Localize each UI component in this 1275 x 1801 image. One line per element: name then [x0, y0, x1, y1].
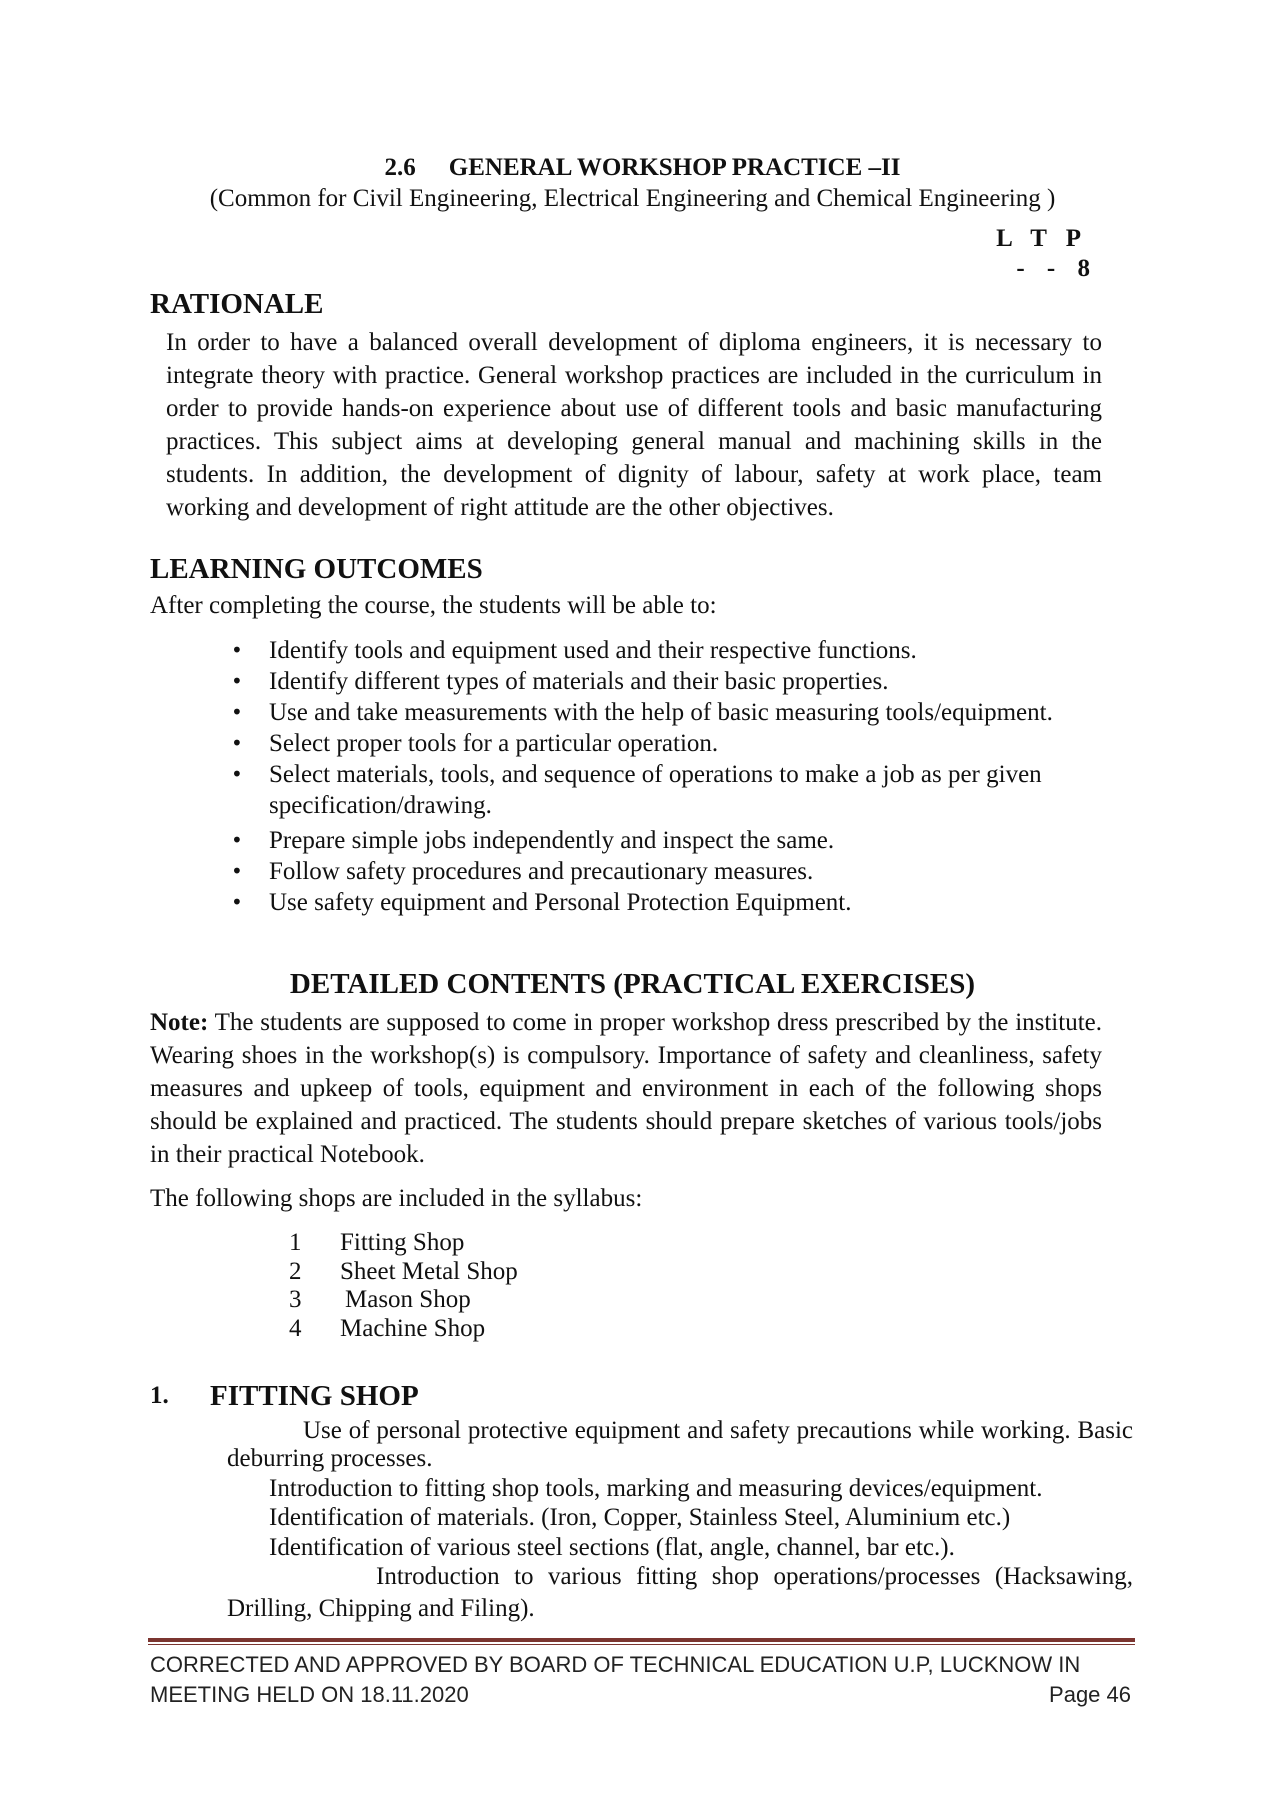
fitting-item-line: Identification of materials. (Iron, Copper, Stainless Steel, Aluminium etc.) — [269, 1504, 1011, 1531]
note-line: measures and upkeep of tools, equipment and environment in each of the following shops — [150, 1075, 1102, 1102]
fitting-item-line: Use of personal protective equipment and safety precautions while working. Basic — [303, 1417, 1133, 1444]
shop-row — [289, 1229, 518, 1258]
footer-meeting-line: MEETING HELD ON 18.11.2020 — [150, 1682, 469, 1707]
shop-number: 1 — [289, 1229, 302, 1256]
shop-name: Sheet Metal Shop — [340, 1257, 518, 1285]
fitting-item-line: Identification of various steel sections (flat, angle, channel, bar etc.). — [269, 1534, 955, 1561]
ltp-values: - - 8 — [1016, 255, 1090, 282]
note-line — [150, 1006, 1102, 1039]
rationale-line: students. In addition, the development of dignity of labour, safety at work place, team — [166, 461, 1102, 488]
fitting-item-line: Introduction to fitting shop tools, marking and measuring devices/equipment. — [269, 1475, 1043, 1502]
shop-number: 4 — [289, 1314, 302, 1342]
page-number: Page 46 — [1049, 1682, 1131, 1707]
note-paragraph — [150, 1006, 1102, 1171]
list-item: • Use safety equipment and Personal Protection Equipment. — [269, 887, 1104, 918]
list-item: • Select proper tools for a particular operation. — [269, 728, 1104, 759]
learning-outcomes-heading: LEARNING OUTCOMES — [150, 553, 483, 585]
list-item: • Prepare simple jobs independently and inspect the same. — [269, 825, 1104, 856]
fitting-item-line: Drilling, Chipping and Filing). — [227, 1595, 535, 1622]
shop-number: 2 — [289, 1257, 302, 1285]
list-item: • Identify tools and equipment used and their respective functions. — [269, 635, 1104, 666]
shops-list — [289, 1229, 518, 1343]
footer-approval-line: CORRECTED AND APPROVED BY BOARD OF TECHNICAL EDUCATION U.P, LUCKNOW IN — [150, 1652, 1081, 1677]
course-title-text: GENERAL WORKSHOP PRACTICE –II — [448, 154, 901, 181]
rationale-line: integrate theory with practice. General workshop practices are included in the curriculum in — [166, 362, 1102, 389]
rationale-paragraph — [166, 326, 1102, 524]
footer-rule — [148, 1638, 1135, 1645]
shop-name: Fitting Shop — [340, 1229, 465, 1256]
shop-row — [289, 1286, 518, 1315]
rationale-line: In order to have a balanced overall development of diploma engineers, it is necessary to — [166, 329, 1102, 356]
list-item: • Use and take measurements with the help of basic measuring tools/equipment. — [269, 697, 1104, 728]
fitting-item-line: deburring processes. — [227, 1445, 433, 1472]
note-text: The students are supposed to come in proper workshop dress prescribed by the institute. — [214, 1009, 1102, 1036]
rationale-line: order to provide hands-on experience about use of different tools and basic manufacturing — [166, 395, 1102, 422]
note-line: in their practical Notebook. — [150, 1141, 425, 1168]
list-item: • Identify different types of materials and their basic properties. — [269, 666, 1104, 697]
shops-intro: The following shops are included in the syllabus: — [150, 1185, 643, 1212]
learning-outcomes-intro: After completing the course, the students will be able to: — [150, 592, 717, 619]
list-item: • Select materials, tools, and sequence of operations to make a job as per given specification/drawing. — [269, 759, 1104, 821]
fitting-item-line: Introduction to various fitting shop operations/processes (Hacksawing, — [376, 1563, 1133, 1590]
fitting-shop-number: 1. — [150, 1382, 169, 1409]
course-title — [150, 153, 1135, 183]
detailed-contents-heading: DETAILED CONTENTS (PRACTICAL EXERCISES) — [289, 968, 976, 1000]
shop-row — [289, 1315, 518, 1344]
course-subtitle: (Common for Civil Engineering, Electrical Engineering and Chemical Engineering ) — [209, 185, 1056, 212]
shop-name: Mason Shop — [345, 1286, 471, 1313]
shop-row — [289, 1258, 518, 1287]
list-item: • Follow safety procedures and precautionary measures. — [269, 856, 1104, 887]
course-number: 2.6 — [384, 154, 416, 181]
note-label: Note: — [150, 1009, 209, 1036]
fitting-shop-heading: FITTING SHOP — [210, 1380, 419, 1412]
note-line: should be explained and practiced. The students should prepare sketches of various tools/jobs — [150, 1108, 1102, 1135]
rationale-heading: RATIONALE — [150, 288, 324, 320]
shop-name: Machine Shop — [340, 1314, 486, 1342]
ltp-labels: L T P — [996, 225, 1081, 252]
learning-outcomes-list — [269, 635, 1104, 918]
note-line: Wearing shoes in the workshop(s) is compulsory. Importance of safety and cleanliness, safety — [150, 1042, 1102, 1069]
rationale-line: practices. This subject aims at developing general manual and machining skills in the — [166, 428, 1102, 455]
rationale-line: working and development of right attitude are the other objectives. — [166, 494, 834, 521]
shop-number: 3 — [289, 1286, 302, 1313]
